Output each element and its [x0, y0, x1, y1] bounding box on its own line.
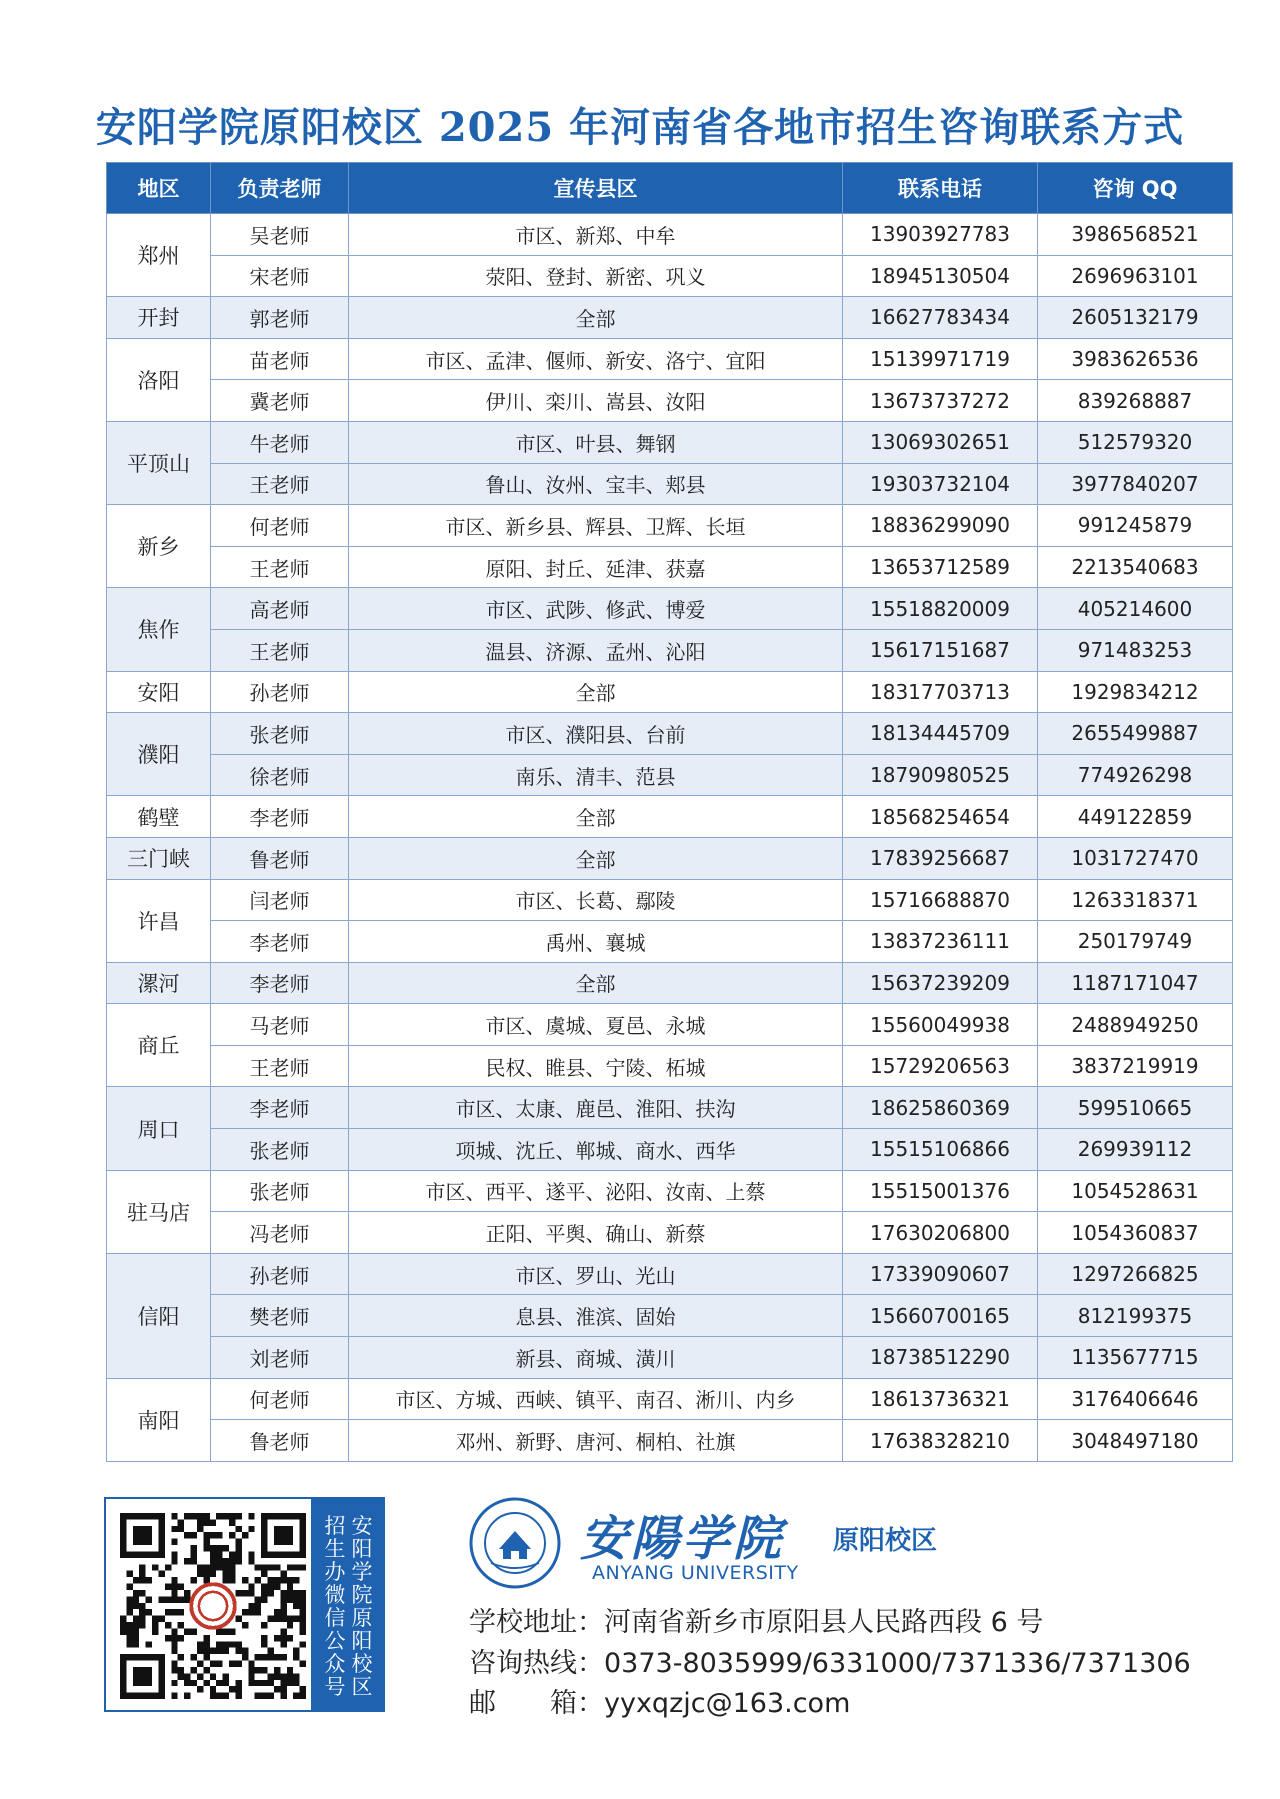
qq-cell: 774926298	[1038, 754, 1233, 796]
counties-cell: 原阳、封丘、延津、获嘉	[349, 546, 843, 588]
qq-cell: 812199375	[1038, 1295, 1233, 1337]
region-cell: 商丘	[107, 1004, 211, 1087]
counties-cell: 市区、新郑、中牟	[349, 214, 843, 256]
table-row	[107, 1087, 1233, 1129]
phone-cell: 18790980525	[843, 754, 1038, 796]
counties-cell: 项城、沈丘、郸城、商水、西华	[349, 1129, 843, 1171]
phone-cell: 15139971719	[843, 338, 1038, 380]
region-cell: 三门峡	[107, 837, 211, 879]
campus-name: 原阳校区	[833, 1526, 938, 1556]
teacher-cell: 张老师	[211, 713, 349, 755]
hotline-line	[469, 1641, 1191, 1680]
region-group	[107, 338, 1233, 421]
table-row	[107, 505, 1233, 547]
table-row	[107, 671, 1233, 713]
qq-cell: 269939112	[1038, 1129, 1233, 1171]
header-counties: 宣传县区	[349, 163, 843, 214]
phone-cell: 17339090607	[843, 1253, 1038, 1295]
teacher-cell: 王老师	[211, 546, 349, 588]
phone-cell: 15560049938	[843, 1004, 1038, 1046]
qr-caption-line-2: 招生办微信公众号	[324, 1514, 346, 1699]
table-row	[107, 1253, 1233, 1295]
teacher-cell: 樊老师	[211, 1295, 349, 1337]
address-line	[469, 1600, 1043, 1639]
counties-cell: 市区、叶县、舞钢	[349, 421, 843, 463]
counties-cell: 南乐、清丰、范县	[349, 754, 843, 796]
phone-cell: 18317703713	[843, 671, 1038, 713]
phone-cell: 16627783434	[843, 297, 1038, 339]
region-cell: 鹤壁	[107, 796, 211, 838]
teacher-cell: 马老师	[211, 1004, 349, 1046]
table-row	[107, 1170, 1233, 1212]
teacher-cell: 孙老师	[211, 1253, 349, 1295]
email-value[interactable]: yyxqzjc@163.com	[604, 1688, 851, 1719]
qr-code-icon[interactable]	[120, 1513, 306, 1699]
counties-cell: 市区、濮阳县、台前	[349, 713, 843, 755]
phone-cell: 18134445709	[843, 713, 1038, 755]
qq-cell: 250179749	[1038, 921, 1233, 963]
qq-cell: 2213540683	[1038, 546, 1233, 588]
region-group	[107, 671, 1233, 713]
table-row	[107, 1420, 1233, 1462]
counties-cell: 市区、罗山、光山	[349, 1253, 843, 1295]
hotline-label: 咨询热线：	[469, 1648, 604, 1679]
teacher-cell: 牛老师	[211, 421, 349, 463]
region-group	[107, 505, 1233, 588]
address-value: 河南省新乡市原阳县人民路西段 6 号	[604, 1607, 1044, 1638]
qq-cell: 449122859	[1038, 796, 1233, 838]
counties-cell: 全部	[349, 671, 843, 713]
counties-cell: 市区、武陟、修武、博爱	[349, 588, 843, 630]
table-row	[107, 754, 1233, 796]
region-group	[107, 796, 1233, 838]
teacher-cell: 苗老师	[211, 338, 349, 380]
phone-cell: 13653712589	[843, 546, 1038, 588]
address-label: 学校地址：	[469, 1607, 604, 1638]
counties-cell: 全部	[349, 837, 843, 879]
phone-cell: 15617151687	[843, 629, 1038, 671]
header-region: 地区	[107, 163, 211, 214]
region-group	[107, 1004, 1233, 1087]
email-line	[469, 1681, 850, 1720]
teacher-cell: 何老师	[211, 1378, 349, 1420]
teacher-cell: 何老师	[211, 505, 349, 547]
teacher-cell: 王老师	[211, 463, 349, 505]
region-cell: 平顶山	[107, 421, 211, 504]
qq-cell: 3977840207	[1038, 463, 1233, 505]
counties-cell: 市区、新乡县、辉县、卫辉、长垣	[349, 505, 843, 547]
region-group	[107, 837, 1233, 879]
phone-cell: 15518820009	[843, 588, 1038, 630]
counties-cell: 市区、长葛、鄢陵	[349, 879, 843, 921]
region-cell: 新乡	[107, 505, 211, 588]
phone-cell: 18568254654	[843, 796, 1038, 838]
phone-cell: 15716688870	[843, 879, 1038, 921]
teacher-cell: 张老师	[211, 1170, 349, 1212]
qq-cell: 1263318371	[1038, 879, 1233, 921]
phone-cell: 13069302651	[843, 421, 1038, 463]
qq-cell: 1135677715	[1038, 1337, 1233, 1379]
phone-cell: 15515001376	[843, 1170, 1038, 1212]
table-row	[107, 1045, 1233, 1087]
counties-cell: 息县、淮滨、固始	[349, 1295, 843, 1337]
region-group	[107, 713, 1233, 796]
counties-cell: 温县、济源、孟州、沁阳	[349, 629, 843, 671]
counties-cell: 伊川、栾川、嵩县、汝阳	[349, 380, 843, 422]
table-row	[107, 1212, 1233, 1254]
phone-cell: 18613736321	[843, 1378, 1038, 1420]
qq-cell: 599510665	[1038, 1087, 1233, 1129]
teacher-cell: 吴老师	[211, 214, 349, 256]
region-cell: 周口	[107, 1087, 211, 1170]
email-label: 邮 箱：	[469, 1688, 604, 1719]
table-row	[107, 1378, 1233, 1420]
contacts-table	[106, 162, 1233, 1462]
region-cell: 驻马店	[107, 1170, 211, 1253]
counties-cell: 正阳、平舆、确山、新蔡	[349, 1212, 843, 1254]
phone-cell: 13837236111	[843, 921, 1038, 963]
table-row	[107, 713, 1233, 755]
qq-cell: 1054360837	[1038, 1212, 1233, 1254]
table-row	[107, 463, 1233, 505]
header-teacher: 负责老师	[211, 163, 349, 214]
region-group	[107, 1170, 1233, 1253]
header-phone: 联系电话	[843, 163, 1038, 214]
phone-cell: 18945130504	[843, 255, 1038, 297]
teacher-cell: 张老师	[211, 1129, 349, 1171]
phone-cell: 15637239209	[843, 962, 1038, 1004]
table-row	[107, 421, 1233, 463]
qq-cell: 3837219919	[1038, 1045, 1233, 1087]
university-english-name: ANYANG UNIVERSITY	[592, 1562, 799, 1584]
teacher-cell: 鲁老师	[211, 837, 349, 879]
region-group	[107, 1253, 1233, 1378]
qq-cell: 2655499887	[1038, 713, 1233, 755]
qr-card	[104, 1497, 385, 1712]
table-row	[107, 546, 1233, 588]
header-qq: 咨询 QQ	[1038, 163, 1233, 214]
qq-cell: 405214600	[1038, 588, 1233, 630]
hotline-value[interactable]: 0373-8035999/6331000/7371336/7371306	[604, 1648, 1191, 1679]
region-group	[107, 879, 1233, 962]
university-emblem-icon	[469, 1497, 561, 1589]
counties-cell: 全部	[349, 962, 843, 1004]
counties-cell: 市区、孟津、偃师、新安、洛宁、宜阳	[349, 338, 843, 380]
qq-cell: 1031727470	[1038, 837, 1233, 879]
table-row	[107, 921, 1233, 963]
qq-cell: 839268887	[1038, 380, 1233, 422]
teacher-cell: 王老师	[211, 1045, 349, 1087]
qq-cell: 512579320	[1038, 421, 1233, 463]
counties-cell: 全部	[349, 297, 843, 339]
counties-cell: 民权、睢县、宁陵、柘城	[349, 1045, 843, 1087]
phone-cell: 18625860369	[843, 1087, 1038, 1129]
qq-cell: 2605132179	[1038, 297, 1233, 339]
region-cell: 焦作	[107, 588, 211, 671]
teacher-cell: 李老师	[211, 921, 349, 963]
phone-cell: 15660700165	[843, 1295, 1038, 1337]
table-row	[107, 629, 1233, 671]
qq-cell: 971483253	[1038, 629, 1233, 671]
table-row	[107, 1129, 1233, 1171]
teacher-cell: 鲁老师	[211, 1420, 349, 1462]
university-name-logo: 安陽学院	[580, 1511, 785, 1567]
counties-cell: 市区、方城、西峡、镇平、南召、淅川、内乡	[349, 1378, 843, 1420]
table-row	[107, 214, 1233, 256]
qq-cell: 3048497180	[1038, 1420, 1233, 1462]
phone-cell: 15515106866	[843, 1129, 1038, 1171]
region-cell: 洛阳	[107, 338, 211, 421]
counties-cell: 新县、商城、潢川	[349, 1337, 843, 1379]
region-cell: 许昌	[107, 879, 211, 962]
table-row	[107, 1295, 1233, 1337]
teacher-cell: 冀老师	[211, 380, 349, 422]
region-cell: 开封	[107, 297, 211, 339]
qq-cell: 1297266825	[1038, 1253, 1233, 1295]
table-header	[107, 163, 1233, 214]
counties-cell: 禹州、襄城	[349, 921, 843, 963]
region-cell: 漯河	[107, 962, 211, 1004]
qq-cell: 3176406646	[1038, 1378, 1233, 1420]
counties-cell: 市区、虞城、夏邑、永城	[349, 1004, 843, 1046]
teacher-cell: 高老师	[211, 588, 349, 630]
region-cell: 南阳	[107, 1378, 211, 1461]
teacher-cell: 孙老师	[211, 671, 349, 713]
qq-cell: 991245879	[1038, 505, 1233, 547]
qr-caption-line-1: 安阳学院原阳校区	[351, 1514, 373, 1699]
region-cell: 信阳	[107, 1253, 211, 1378]
region-group	[107, 1378, 1233, 1461]
region-cell: 濮阳	[107, 713, 211, 796]
qq-cell: 2488949250	[1038, 1004, 1233, 1046]
table-row	[107, 380, 1233, 422]
teacher-cell: 宋老师	[211, 255, 349, 297]
table-row	[107, 962, 1233, 1004]
page-title: 安阳学院原阳校区 2025 年河南省各地市招生咨询联系方式	[95, 104, 1185, 151]
phone-cell: 19303732104	[843, 463, 1038, 505]
table-row	[107, 588, 1233, 630]
region-group	[107, 962, 1233, 1004]
teacher-cell: 刘老师	[211, 1337, 349, 1379]
qq-cell: 1929834212	[1038, 671, 1233, 713]
qr-caption	[311, 1499, 383, 1710]
qq-cell: 1054528631	[1038, 1170, 1233, 1212]
region-group	[107, 588, 1233, 671]
table-row	[107, 297, 1233, 339]
region-group	[107, 1087, 1233, 1170]
counties-cell: 鲁山、汝州、宝丰、郏县	[349, 463, 843, 505]
phone-cell: 18738512290	[843, 1337, 1038, 1379]
table-row	[107, 879, 1233, 921]
phone-cell: 18836299090	[843, 505, 1038, 547]
counties-cell: 市区、西平、遂平、泌阳、汝南、上蔡	[349, 1170, 843, 1212]
region-cell: 郑州	[107, 214, 211, 297]
phone-cell: 17839256687	[843, 837, 1038, 879]
counties-cell: 荥阳、登封、新密、巩义	[349, 255, 843, 297]
phone-cell: 13903927783	[843, 214, 1038, 256]
teacher-cell: 闫老师	[211, 879, 349, 921]
table-row	[107, 255, 1233, 297]
region-group	[107, 297, 1233, 339]
table-row	[107, 1337, 1233, 1379]
phone-cell: 17638328210	[843, 1420, 1038, 1462]
phone-cell: 13673737272	[843, 380, 1038, 422]
table-row	[107, 837, 1233, 879]
teacher-cell: 冯老师	[211, 1212, 349, 1254]
counties-cell: 全部	[349, 796, 843, 838]
teacher-cell: 郭老师	[211, 297, 349, 339]
region-group	[107, 214, 1233, 297]
teacher-cell: 徐老师	[211, 754, 349, 796]
region-group	[107, 421, 1233, 504]
phone-cell: 17630206800	[843, 1212, 1038, 1254]
phone-cell: 15729206563	[843, 1045, 1038, 1087]
qq-cell: 1187171047	[1038, 962, 1233, 1004]
teacher-cell: 王老师	[211, 629, 349, 671]
qq-cell: 2696963101	[1038, 255, 1233, 297]
counties-cell: 邓州、新野、唐河、桐柏、社旗	[349, 1420, 843, 1462]
qq-cell: 3986568521	[1038, 214, 1233, 256]
teacher-cell: 李老师	[211, 796, 349, 838]
table-row	[107, 796, 1233, 838]
table-row	[107, 1004, 1233, 1046]
teacher-cell: 李老师	[211, 962, 349, 1004]
table-row	[107, 338, 1233, 380]
teacher-cell: 李老师	[211, 1087, 349, 1129]
qq-cell: 3983626536	[1038, 338, 1233, 380]
counties-cell: 市区、太康、鹿邑、淮阳、扶沟	[349, 1087, 843, 1129]
region-cell: 安阳	[107, 671, 211, 713]
